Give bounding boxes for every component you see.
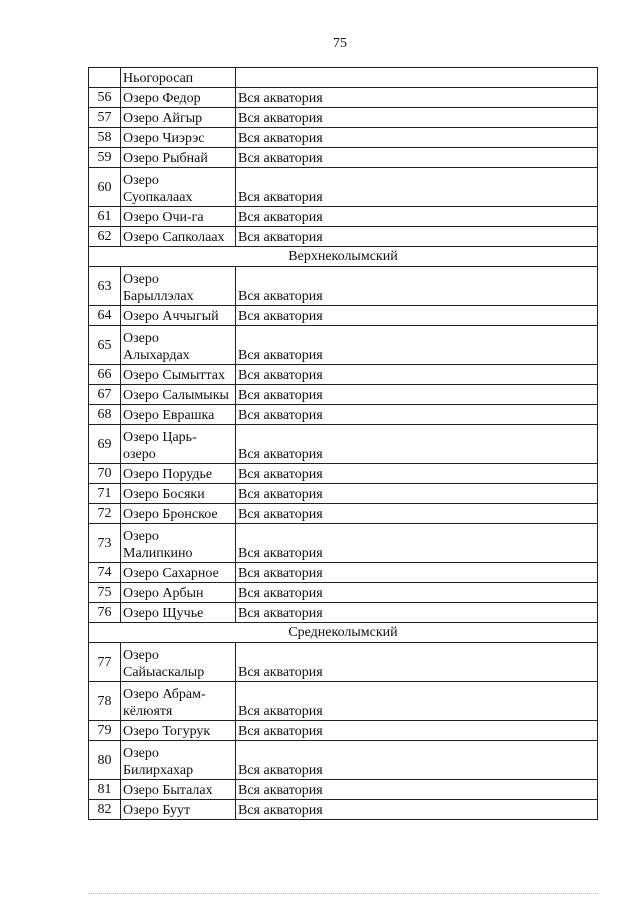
table-row bbox=[89, 306, 598, 326]
row-number bbox=[89, 68, 121, 88]
table-row bbox=[89, 741, 598, 780]
lake-name-cell bbox=[121, 464, 236, 484]
lake-name-cell bbox=[121, 405, 236, 425]
lake-name-cell bbox=[121, 583, 236, 603]
lake-name-cell bbox=[121, 682, 236, 721]
lake-name-cell bbox=[121, 148, 236, 168]
water-area: Вся акватория bbox=[236, 227, 598, 247]
table-row bbox=[89, 68, 598, 88]
water-area: Вся акватория bbox=[236, 365, 598, 385]
table-row bbox=[89, 603, 598, 623]
table-row bbox=[89, 682, 598, 721]
water-area: Вся акватория bbox=[236, 563, 598, 583]
water-area bbox=[236, 68, 598, 88]
table-row bbox=[89, 385, 598, 405]
water-area: Вся акватория bbox=[236, 128, 598, 148]
lake-name: Озеро Сапколаах bbox=[123, 230, 225, 245]
water-area: Вся акватория bbox=[236, 306, 598, 326]
row-number: 74 bbox=[89, 563, 121, 583]
row-number: 68 bbox=[89, 405, 121, 425]
lake-name-cell bbox=[121, 504, 236, 524]
lake-name-cell bbox=[121, 484, 236, 504]
water-area: Вся акватория bbox=[236, 682, 598, 721]
water-area: Вся акватория bbox=[236, 800, 598, 820]
row-number: 61 bbox=[89, 207, 121, 227]
lake-name: Озеро Царь- озеро bbox=[123, 430, 197, 462]
row-number: 75 bbox=[89, 583, 121, 603]
lake-name-cell bbox=[121, 800, 236, 820]
lake-name: Озеро Малипкино bbox=[123, 529, 193, 561]
lake-name: Озеро Тогурук bbox=[123, 724, 211, 739]
lake-name: Озеро Айгыр bbox=[123, 111, 203, 126]
row-number: 78 bbox=[89, 682, 121, 721]
lake-name-cell bbox=[121, 563, 236, 583]
table-row bbox=[89, 780, 598, 800]
lake-name: Озеро Федор bbox=[123, 91, 201, 106]
region-header: Среднеколымский bbox=[89, 623, 598, 643]
row-number: 58 bbox=[89, 128, 121, 148]
lake-name: Ньогоросап bbox=[123, 71, 194, 86]
row-number: 82 bbox=[89, 800, 121, 820]
water-area: Вся акватория bbox=[236, 464, 598, 484]
lake-name: Озеро Салымыкы bbox=[123, 388, 229, 403]
lake-name: Озеро Сахарное bbox=[123, 566, 219, 581]
lake-name-cell bbox=[121, 385, 236, 405]
bottom-scan-rule bbox=[88, 893, 598, 894]
lake-name-cell bbox=[121, 68, 236, 88]
water-area: Вся акватория bbox=[236, 721, 598, 741]
table-row bbox=[89, 326, 598, 365]
lake-name-cell bbox=[121, 88, 236, 108]
row-number: 67 bbox=[89, 385, 121, 405]
lake-name: Озеро Алыхардах bbox=[123, 331, 190, 363]
table-row bbox=[89, 425, 598, 464]
water-area: Вся акватория bbox=[236, 583, 598, 603]
water-area: Вся акватория bbox=[236, 780, 598, 800]
table-row bbox=[89, 464, 598, 484]
table-row bbox=[89, 267, 598, 306]
table-row bbox=[89, 563, 598, 583]
water-area: Вся акватория bbox=[236, 168, 598, 207]
row-number: 59 bbox=[89, 148, 121, 168]
row-number: 56 bbox=[89, 88, 121, 108]
table-row bbox=[89, 207, 598, 227]
water-area: Вся акватория bbox=[236, 267, 598, 306]
row-number: 77 bbox=[89, 643, 121, 682]
row-number: 80 bbox=[89, 741, 121, 780]
row-number: 57 bbox=[89, 108, 121, 128]
lake-name-cell bbox=[121, 306, 236, 326]
lake-name: Озеро Бронское bbox=[123, 507, 218, 522]
row-number: 64 bbox=[89, 306, 121, 326]
lake-name: Озеро Барыллэлах bbox=[123, 272, 194, 304]
table-row bbox=[89, 365, 598, 385]
lake-name: Озеро Сайыаскалыр bbox=[123, 648, 205, 680]
row-number: 70 bbox=[89, 464, 121, 484]
lake-name: Озеро Суопкалаах bbox=[123, 173, 193, 205]
water-area: Вся акватория bbox=[236, 603, 598, 623]
lake-name-cell bbox=[121, 780, 236, 800]
lake-name: Озеро Босяки bbox=[123, 487, 205, 502]
lake-name-cell bbox=[121, 524, 236, 563]
water-area: Вся акватория bbox=[236, 504, 598, 524]
water-area: Вся акватория bbox=[236, 425, 598, 464]
table-row bbox=[89, 128, 598, 148]
row-number: 72 bbox=[89, 504, 121, 524]
water-area: Вся акватория bbox=[236, 326, 598, 365]
water-area: Вся акватория bbox=[236, 741, 598, 780]
water-area: Вся акватория bbox=[236, 207, 598, 227]
table-row bbox=[89, 643, 598, 682]
lake-name-cell bbox=[121, 128, 236, 148]
lake-name-cell bbox=[121, 108, 236, 128]
lake-name: Озеро Очи-га bbox=[123, 210, 204, 225]
lake-name: Озеро Рыбнай bbox=[123, 151, 208, 166]
page-number: 75 bbox=[333, 36, 347, 51]
lake-name: Озеро Абрам- кёлюятя bbox=[123, 687, 206, 719]
row-number: 66 bbox=[89, 365, 121, 385]
lake-name: Озеро Еврашка bbox=[123, 408, 215, 423]
water-area: Вся акватория bbox=[236, 524, 598, 563]
water-area: Вся акватория bbox=[236, 88, 598, 108]
row-number: 73 bbox=[89, 524, 121, 563]
table-row bbox=[89, 148, 598, 168]
lake-name: Озеро Быталах bbox=[123, 783, 213, 798]
table-row bbox=[89, 88, 598, 108]
lake-name: Озеро Буут bbox=[123, 803, 191, 818]
table-row bbox=[89, 108, 598, 128]
table-row bbox=[89, 721, 598, 741]
region-header-row bbox=[89, 247, 598, 267]
water-area: Вся акватория bbox=[236, 148, 598, 168]
water-area: Вся акватория bbox=[236, 643, 598, 682]
row-number: 60 bbox=[89, 168, 121, 207]
table-row bbox=[89, 504, 598, 524]
lakes-table-body bbox=[89, 68, 598, 820]
water-area: Вся акватория bbox=[236, 108, 598, 128]
lakes-table bbox=[88, 67, 598, 820]
row-number: 76 bbox=[89, 603, 121, 623]
table-row bbox=[89, 583, 598, 603]
table-row bbox=[89, 405, 598, 425]
lake-name-cell bbox=[121, 267, 236, 306]
table-row bbox=[89, 800, 598, 820]
lake-name: Озеро Чиэрэс bbox=[123, 131, 205, 146]
table-row bbox=[89, 524, 598, 563]
row-number: 69 bbox=[89, 425, 121, 464]
lake-name-cell bbox=[121, 326, 236, 365]
row-number: 63 bbox=[89, 267, 121, 306]
lake-name-cell bbox=[121, 741, 236, 780]
lake-name: Озеро Арбын bbox=[123, 586, 204, 601]
table-row bbox=[89, 484, 598, 504]
lake-name: Озеро Аччыгый bbox=[123, 309, 219, 324]
table-row bbox=[89, 227, 598, 247]
row-number: 81 bbox=[89, 780, 121, 800]
row-number: 71 bbox=[89, 484, 121, 504]
lake-name-cell bbox=[121, 643, 236, 682]
lake-name-cell bbox=[121, 365, 236, 385]
water-area: Вся акватория bbox=[236, 405, 598, 425]
region-header: Верхнеколымский bbox=[89, 247, 598, 267]
lake-name-cell bbox=[121, 721, 236, 741]
lake-name: Озеро Билирхахар bbox=[123, 746, 194, 778]
lake-name: Озеро Щучье bbox=[123, 606, 204, 621]
lake-name-cell bbox=[121, 207, 236, 227]
lake-name: Озеро Порудье bbox=[123, 467, 213, 482]
row-number: 79 bbox=[89, 721, 121, 741]
lake-name-cell bbox=[121, 603, 236, 623]
water-area: Вся акватория bbox=[236, 385, 598, 405]
row-number: 62 bbox=[89, 227, 121, 247]
lake-name-cell bbox=[121, 425, 236, 464]
table-row bbox=[89, 168, 598, 207]
lake-name-cell bbox=[121, 168, 236, 207]
row-number: 65 bbox=[89, 326, 121, 365]
region-header-row bbox=[89, 623, 598, 643]
lake-name: Озеро Сымыттах bbox=[123, 368, 225, 383]
lake-name-cell bbox=[121, 227, 236, 247]
water-area: Вся акватория bbox=[236, 484, 598, 504]
